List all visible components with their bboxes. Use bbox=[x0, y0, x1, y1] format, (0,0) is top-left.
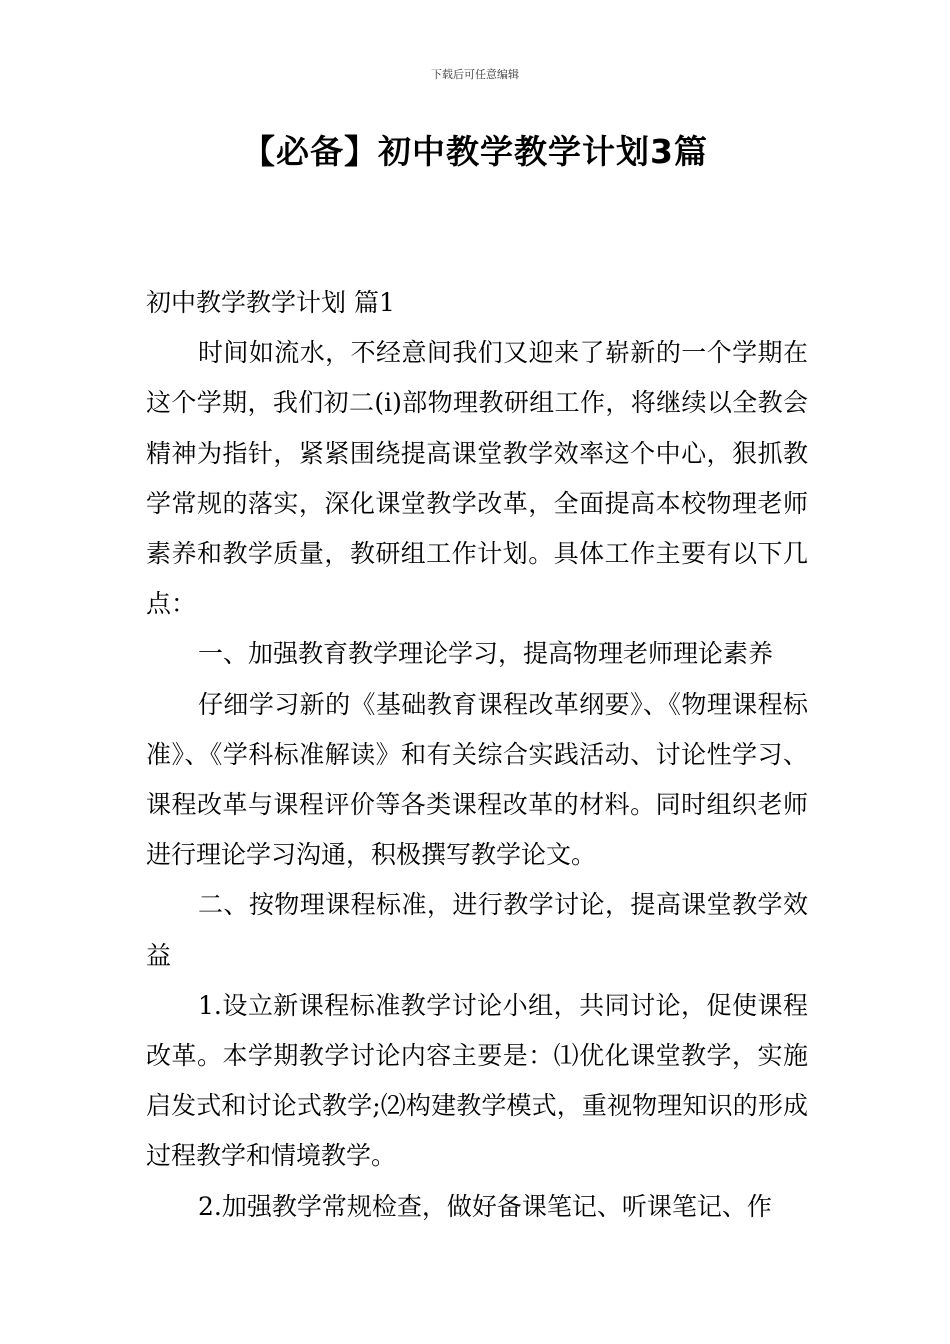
paragraph-item-2: 2.加强教学常规检查，做好备课笔记、听课笔记、作 bbox=[198, 1191, 772, 1221]
section-heading: 初中教学教学计划 篇1 bbox=[146, 288, 395, 317]
paragraph-intro: 时间如流水，不经意间我们又迎来了崭新的一个学期在这个学期，我们初二(i)部物理教研组工作，将继续以全教会精神为指针，紧紧围绕提高课堂教学效率这个中心，狠抓教学常规的落实，深化课堂教学改革，全面提高本校物理老师素养和教学质量，教研组工作计划。具体工作主要有以下几点： bbox=[146, 338, 808, 619]
paragraph-heading-1: 一、加强教育教学理论学习，提高物理老师理论素养 bbox=[198, 639, 774, 669]
document-title: 【必备】初中教学教学计划3篇 bbox=[242, 132, 708, 171]
paragraph-item-1: 1.设立新课程标准教学讨论小组，共同讨论，促使课程改革。本学期教学讨论内容主要是：⑴优化课堂教学，实施启发式和讨论式教学;⑵构建教学模式，重视物理知识的形成过程教学和情境教学。 bbox=[146, 990, 808, 1171]
paragraph-heading-2: 二、按物理课程标准，进行教学讨论，提高课堂教学效益 bbox=[146, 890, 808, 970]
header-note: 下载后可任意编辑 bbox=[431, 68, 519, 81]
document-body bbox=[146, 278, 808, 1232]
paragraph-theory-study: 仔细学习新的《基础教育课程改革纲要》、《物理课程标准》、《学科标准解读》和有关综合实践活动、讨论性学习、课程改革与课程评价等各类课程改革的材料。同时组织老师进行理论学习沟通，积极撰写教学论文。 bbox=[146, 689, 808, 870]
